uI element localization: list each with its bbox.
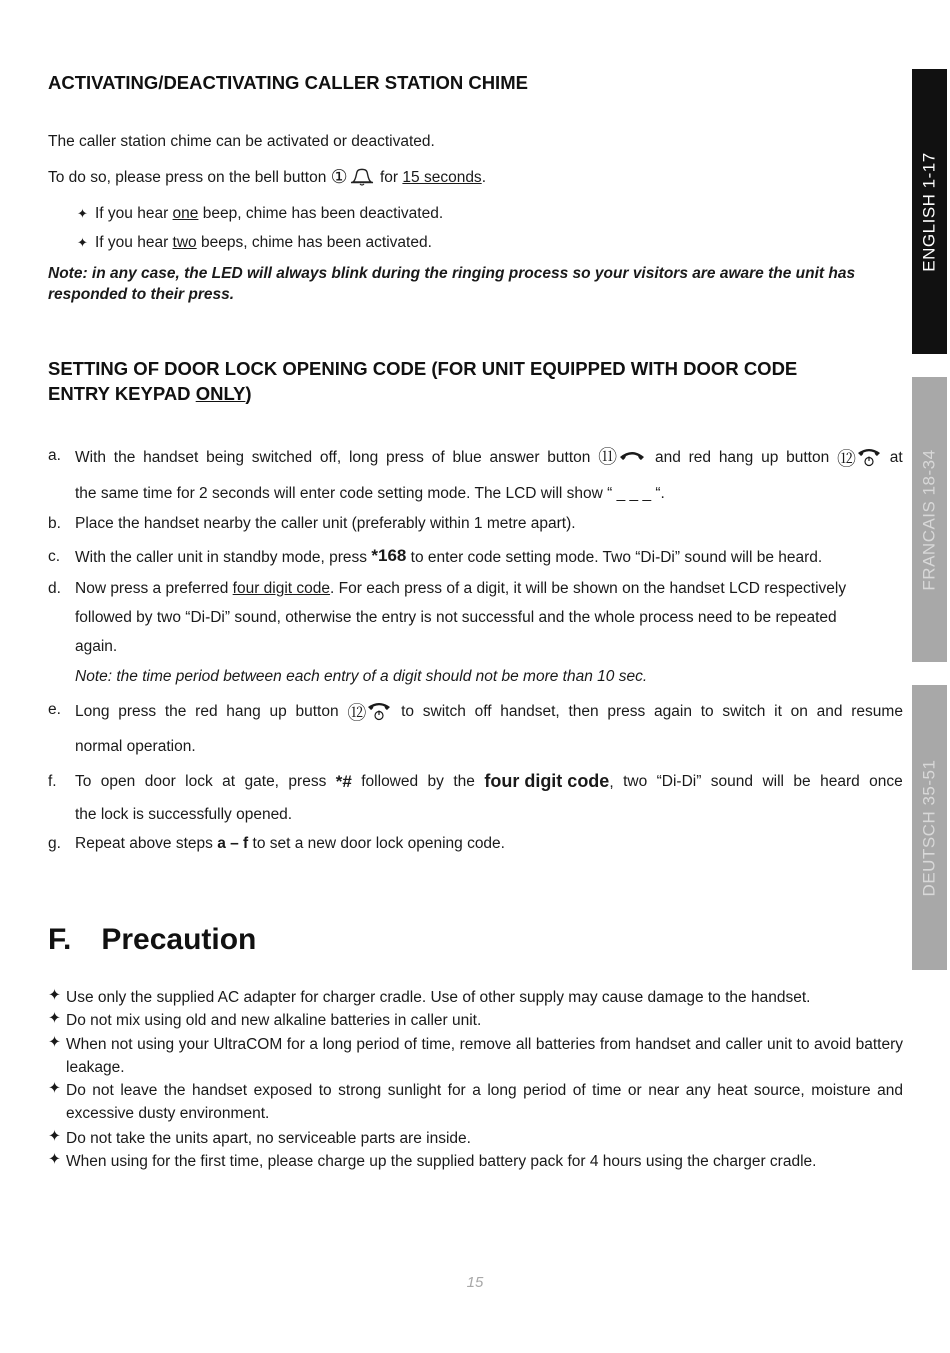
step-b: b. Place the handset nearby the caller unit (preferably within 1 metre apart). — [48, 515, 576, 532]
precaution-heading-letter: F. — [48, 923, 72, 956]
bullet-star-icon: ✦ — [48, 1080, 61, 1097]
bell-button-number: ① — [330, 167, 348, 188]
chime-heading: ACTIVATING/DEACTIVATING CALLER STATION CHIME — [48, 72, 528, 93]
step-c: c. With the caller unit in standby mode, press *168 to enter code setting mode. Two “Di-Di” sound will be heard. — [48, 546, 823, 566]
step-f-line1: To open door lock at gate, press *# followed by the four digit code, two “Di-Di” sound will be heard once — [75, 771, 903, 791]
bullet-star-icon: ✦ — [48, 1151, 61, 1168]
step-e-line1: Long press the red hang up button ⑫ to switch off handset, then press again to switch it on and resume — [75, 700, 903, 724]
chime-intro: The caller station chime can be activated or deactivated. — [48, 133, 435, 150]
tab-deutsch[interactable] — [912, 685, 947, 970]
open-code: *# — [335, 772, 352, 791]
hangup-button-ref: ⑫ — [347, 700, 392, 724]
bullet-star-icon: ✦ — [48, 1128, 61, 1145]
step-a-line2: the same time for 2 seconds will enter code setting mode. The LCD will show “ _ _ _ “. — [75, 485, 665, 502]
setup-code: *168 — [371, 546, 407, 565]
bullet-star-icon: ✦ — [77, 206, 88, 221]
step-d-line2: followed by two “Di-Di” sound, otherwise the entry is not successful and the whole process need to be repeated — [75, 609, 837, 626]
step-f-line2: the lock is successfully opened. — [75, 806, 293, 823]
chime-bullet-two: ✦ If you hear two beeps, chime has been activated. — [77, 234, 432, 251]
precaution-heading — [48, 921, 256, 959]
bullet-star-icon: ✦ — [48, 987, 61, 1004]
tab-francais-label: FRANCAIS 18-34 — [919, 448, 939, 591]
tab-english-label: ENGLISH 1-17 — [919, 151, 939, 272]
list-item: ✦ Do not take the units apart, no serviceable parts are inside. — [48, 1128, 471, 1147]
page-number: 15 — [466, 1274, 484, 1291]
chime-note-line1: Note: in any case, the LED will always blink during the ringing process so your visitors are aware the unit has — [48, 265, 856, 282]
answer-button-ref: ⑪ — [598, 448, 647, 468]
hangup-button-ref: ⑫ — [837, 446, 882, 470]
chime-bullet-one: ✦ If you hear one beep, chime has been deactivated. — [77, 205, 444, 222]
chime-duration: 15 seconds — [402, 169, 482, 186]
list-item: ✦ Do not mix using old and new alkaline batteries in caller unit. — [48, 1010, 482, 1029]
tab-francais[interactable] — [912, 377, 947, 662]
phone-hangup-power-icon — [366, 705, 392, 722]
chime-note — [48, 263, 903, 307]
step-e: e. Long press the red hang up button ⑫ to switch off handset, then press again to switch it on and resume normal operation. — [48, 701, 903, 755]
bullet-star-icon: ✦ — [77, 235, 88, 250]
tab-deutsch-label: DEUTSCH 35-51 — [919, 759, 939, 896]
step-e-line2: normal operation. — [75, 738, 196, 755]
bullet-star-icon: ✦ — [48, 1010, 61, 1027]
bell-icon — [348, 169, 376, 186]
doorcode-heading: SETTING OF DOOR LOCK OPENING CODE (FOR UNIT EQUIPPED WITH DOOR CODE ENTRY KEYPAD ONLY) — [48, 358, 798, 404]
step-d-line1: Now press a preferred four digit code. For each press of a digit, it will be shown on the handset LCD respectively — [75, 580, 847, 597]
list-item: ✦ When not using your UltraCOM for a long period of time, remove all batteries from handset and caller unit to avoid battery leakage. — [48, 1034, 903, 1076]
list-item: ✦ Use only the supplied AC adapter for charger cradle. Use of other supply may cause damage to the handset. — [48, 987, 811, 1006]
tab-english[interactable] — [912, 69, 947, 354]
step-g: g. Repeat above steps a – f to set a new door lock opening code. — [48, 835, 505, 852]
phone-hangup-power-icon — [856, 451, 882, 468]
chime-instruction: To do so, please press on the bell button ① for 15 seconds. — [48, 167, 486, 188]
chime-note-line2: responded to their press. — [48, 286, 235, 303]
step-a: a. With the handset being switched off, long press of blue answer button ⑪ and red hang up button ⑫ at the same time for 2 seconds will enter code setting mode. The LCD will show “ _ _ _ “. — [48, 447, 903, 502]
bullet-star-icon: ✦ — [48, 1034, 61, 1051]
precaution-heading-text: Precaution — [101, 923, 257, 956]
step-f: f. To open door lock at gate, press *# followed by the four digit code, two “Di-Di” sound will be heard once the lock is successfully opened. — [48, 771, 903, 823]
step-a-line1: With the handset being switched off, long press of blue answer button ⑪ and red hang up button ⑫ at — [75, 447, 903, 470]
list-item: ✦ When using for the first time, please charge up the supplied battery pack for 4 hours using the charger cradle. — [48, 1151, 817, 1170]
phone-answer-icon — [617, 449, 647, 466]
step-d-note: Note: the time period between each entry of a digit should not be more than 10 sec. — [75, 668, 648, 685]
list-item: ✦ Do not leave the handset exposed to strong sunlight for a long period of time or near any heat source, moisture and excessive dusty environment. — [48, 1080, 903, 1122]
step-d: d. Now press a preferred four digit code. For each press of a digit, it will be shown on the handset LCD respectively followed by two “Di-Di” sound, otherwise the entry is not successful and the whole process need to be repeated again. Note: the time period between each entry of a digit should not be more than 10 sec. — [48, 579, 903, 689]
step-d-line3: again. — [75, 638, 118, 655]
four-digit-code-emphasis: four digit code — [484, 771, 610, 791]
